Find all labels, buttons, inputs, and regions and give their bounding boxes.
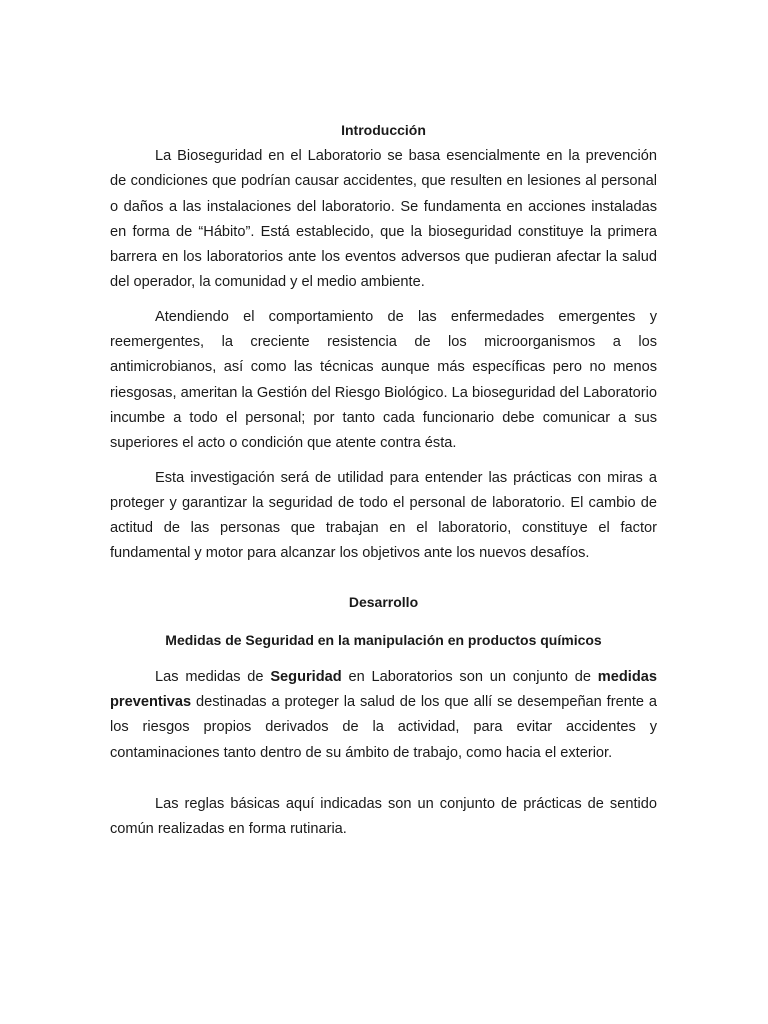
intro-paragraph-2: Atendiendo el comportamiento de las enfermedades emergentes y reemergentes, la creciente resistencia de los microorganismos a los antimicrobianos, así como las técnicas aunque más específicas pero no menos riesgosas, ameritan la Gestión del Riesgo Biológico. La bioseguridad del Laboratorio incumbe a todo el personal; por tanto cada funcionario debe comunicar a sus superiores el acto o condición que atente contra ésta. [110,308,657,452]
document-page [110,118,657,843]
intro-paragraph-1: La Bioseguridad en el Laboratorio se basa esencialmente en la prevención de condiciones que podrían causar accidentes, que resulten en lesiones al personal o daños a las instalaciones del laboratorio. Se fundamenta en acciones instaladas en forma de “Hábito”. Está establecido, que la bioseguridad constituye la primera barrera en los laboratorios ante los eventos adversos que pudieran afectar la salud del operador, la comunidad y el medio ambiente. [110,148,657,291]
measures-bold-preventivas: medidas preventivas [110,668,657,711]
rules-paragraph: Las reglas básicas aquí indicadas son un conjunto de prácticas de sentido común realizadas en forma rutinaria. [110,795,657,838]
measures-bold-seguridad: Seguridad [270,668,342,685]
intro-heading: Introducción [341,122,426,138]
intro-paragraph-3: Esta investigación será de utilidad para entender las prácticas con miras a proteger y garantizar la seguridad de todo el personal de laboratorio. El cambio de actitud de las personas que trabajan en el laboratorio, constituye el factor fundamental y motor para alcanzar los objetivos ante los nuevos desafíos. [110,469,657,562]
measures-paragraph [110,665,657,766]
measures-text-3: destinadas a proteger la salud de los que allí se desempeñan frente a los riesgos propios derivados de la actividad, para evitar accidentes y contaminaciones tanto dentro de su ámbito de trabajo, como hacia el exterior. [110,694,657,761]
safety-measures-subheading: Medidas de Seguridad en la manipulación en productos químicos [165,631,602,648]
measures-text-1: Las medidas de [155,668,271,685]
development-heading: Desarrollo [348,593,419,610]
measures-text-2: en Laboratorios son un conjunto de [341,668,598,685]
